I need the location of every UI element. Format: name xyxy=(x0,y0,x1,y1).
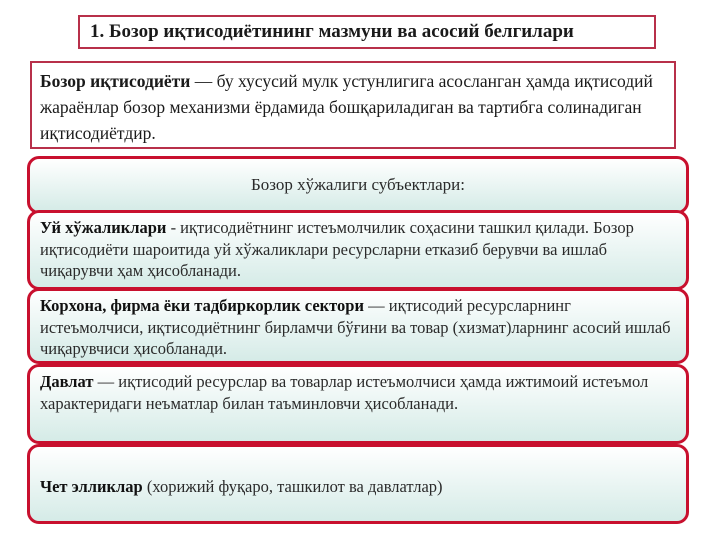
subject-text: - иқтисодиётнинг истеъмолчилик соҳасини ташкил қилади. Бозор иқтисодиёти шароитида уй хўжаликлари ресурсларни етказиб берувчи ва ишлаб чиқарувчи ҳам ҳисобланади. xyxy=(40,218,634,280)
subject-text: (хорижий фуқаро, ташкилот ва давлатлар) xyxy=(142,477,443,496)
subject-card-state xyxy=(27,364,689,444)
subject-text: — иқтисодий ресурсларнинг истеъмолчиси, иқтисодиётнинг бирламчи бўғини ва товар (хизмат)ларнинг асосий ишлаб чиқарувчиси ҳисобланади. xyxy=(40,296,671,358)
subject-term: Уй хўжаликлари xyxy=(40,218,167,237)
subject-term: Давлат xyxy=(40,372,94,391)
subjects-header: Бозор хўжалиги субъектлари: xyxy=(27,156,689,214)
subject-card-households xyxy=(27,210,689,290)
subject-card-foreigners xyxy=(27,444,689,524)
subject-term: Чет элликлар xyxy=(40,477,143,496)
subject-term: Корхона, фирма ёки тадбиркорлик сектори xyxy=(40,296,364,315)
subject-card-business xyxy=(27,288,689,364)
definition-term: Бозор иқтисодиёти xyxy=(40,71,191,91)
slide-title: 1. Бозор иқтисодиётининг мазмуни ва асосий белгилари xyxy=(78,15,656,49)
subject-text: — иқтисодий ресурслар ва товарлар истеъмолчиси ҳамда ижтимоий истеъмол характеридаги неъматлар билан таъминловчи ҳисобланади. xyxy=(40,372,649,413)
definition-box xyxy=(30,61,676,149)
definition-text: — бу хусусий мулк устунлигига асосланган ҳамда иқтисодий жараёнлар бозор механизми ёрдамида бошқариладиган ва тартибга солинадиган иқтисодиётдир. xyxy=(40,71,653,143)
